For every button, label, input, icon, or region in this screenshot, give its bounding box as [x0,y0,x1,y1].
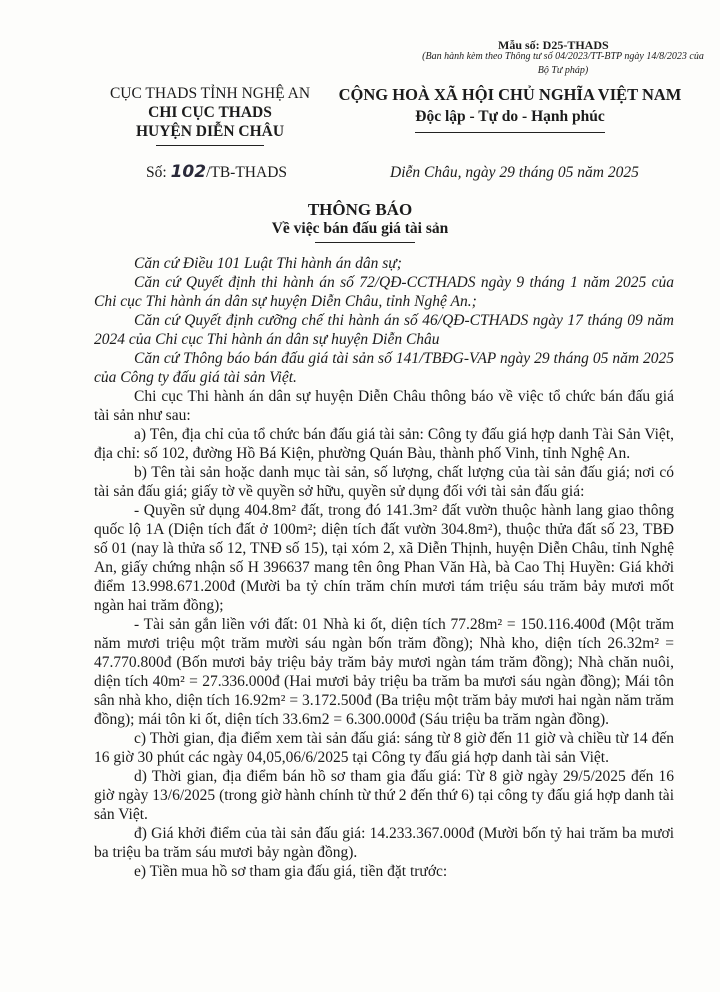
paragraph: đ) Giá khởi điểm của tài sản đấu giá: 14.233.367.000đ (Mười bốn tỷ hai trăm ba mươi ba triệu ba trăm sáu mươi bảy ngàn đồng). [94,825,674,861]
agency-rule [156,145,264,146]
document-number [146,162,287,182]
document-subtitle: Về việc bán đấu giá tài sản [271,220,449,237]
document-body [94,254,674,881]
paragraph: e) Tiền mua hồ sơ tham gia đấu giá, tiền đặt trước: [134,863,448,880]
form-note: (Ban hành kèm theo Thông tư số 04/2023/TT-BTP ngày 14/8/2023 của Bộ Tư pháp) [422,51,704,76]
agency-line-1: CỤC THADS TỈNH NGHỆ AN [109,85,311,102]
place-date: Diễn Châu, ngày 29 tháng 05 năm 2025 [390,164,639,181]
document-number-prefix: Số: [146,164,171,181]
document-number-suffix: /TB-THADS [206,164,288,181]
subtitle-rule [315,242,415,243]
paragraph: Căn cứ Quyết định thi hành án số 72/QĐ-CCTHADS ngày 9 tháng 1 năm 2025 của Chi cục Thi hành án dân sự huyện Diễn Châu, tỉnh Nghệ An.; [94,274,674,310]
paragraph: c) Thời gian, địa điểm xem tài sản đấu giá: sáng từ 8 giờ đến 11 giờ và chiều từ 14 đến 16 giờ 30 phút các ngày 04,05,06/6/2025 tại Công ty đấu giá hợp danh tài sản Việt. [94,730,674,766]
paragraph: Căn cứ Quyết định cưỡng chế thi hành án số 46/QĐ-CTHADS ngày 17 tháng 09 năm 2024 của Chi cục Thi hành án dân sự huyện Diễn Châu [94,312,674,348]
paragraph: Căn cứ Thông báo bán đấu giá tài sản số 141/TBĐG-VAP ngày 29 tháng 05 năm 2025 của Công ty đấu giá tài sản Việt. [94,350,674,386]
document-title: THÔNG BÁO [307,200,413,219]
nation-motto: Độc lập - Tự do - Hạnh phúc [415,108,605,125]
paragraph: d) Thời gian, địa điểm bán hồ sơ tham gia đấu giá: Từ 8 giờ ngày 29/5/2025 đến 16 giờ ngày 13/6/2025 (trong giờ hành chính từ thứ 2 đến thứ 6) tại công ty đấu giá hợp danh tài sản Việt. [94,768,674,823]
issuing-agency [100,84,320,146]
handwritten-number: 102 [170,162,207,182]
nation-rule [415,132,605,133]
paragraph: - Quyền sử dụng 404.8m² đất, trong đó 141.3m² đất vườn thuộc hành lang giao thông quốc lộ 1A (Diện tích đất ở 100m²; diện tích đất vườn 304.8m²), thuộc thửa đất số 23, TBĐ số 01 (nay là thửa số 12, TNĐ số 15), tại xóm 2, xã Diễn Thịnh, huyện Diễn Châu, tỉnh Nghệ An, giấy chứng nhận số H 396637 mang tên ông Phan Văn Hà, bà Cao Thị Huyền: Giá khởi điểm 13.998.671.200đ (Mười ba tỷ chín trăm chín mươi tám triệu sáu trăm bảy mươi mốt ngàn hai trăm đồng); [94,502,674,614]
paragraph: a) Tên, địa chỉ của tổ chức bán đấu giá tài sản: Công ty đấu giá hợp danh Tài Sản Việt, địa chỉ: số 102, đường Hồ Bá Kiện, phường Quán Bàu, thành phố Vinh, tỉnh Nghệ An. [94,426,674,462]
nation-name: CỘNG HOÀ XÃ HỘI CHỦ NGHĨA VIỆT NAM [338,85,682,104]
paragraph: - Tài sản gắn liền với đất: 01 Nhà ki ốt, diện tích 77.28m² = 150.116.400đ (Một trăm năm mươi triệu một trăm mười sáu ngàn bốn trăm đồng); Nhà kho, diện tích 26.32m² = 47.770.800đ (Bốn mươi bảy triệu bảy trăm bảy mươi ngàn tám trăm đồng); Nhà chăn nuôi, diện tích 40m² = 27.336.000đ (Hai mươi bảy triệu ba trăm ba mươi sáu ngàn đồng); Mái tôn sân nhà kho, diện tích 16.92m² = 3.172.500đ (Ba triệu một trăm bảy mươi hai ngàn năm trăm đồng); mái tôn ki ốt, diện tích 33.6m2 = 6.300.000đ (Sáu triệu ba trăm ngàn đồng). [94,616,674,728]
paragraph: Chi cục Thi hành án dân sự huyện Diễn Châu thông báo về việc tổ chức bán đấu giá tài sản như sau: [94,388,674,424]
national-header [330,84,690,133]
agency-line-2: CHI CỤC THADS [148,104,272,121]
paragraph: Căn cứ Điều 101 Luật Thi hành án dân sự; [134,255,402,272]
agency-line-3: HUYỆN DIỄN CHÂU [135,123,285,140]
form-number: Mẫu số: D25-THADS [498,38,609,52]
paragraph: b) Tên tài sản hoặc danh mục tài sản, số lượng, chất lượng của tài sản đấu giá; nơi có tài sản đấu giá; giấy tờ về quyền sở hữu, quyền sử dụng đối với tài sản đấu giá: [94,464,674,500]
